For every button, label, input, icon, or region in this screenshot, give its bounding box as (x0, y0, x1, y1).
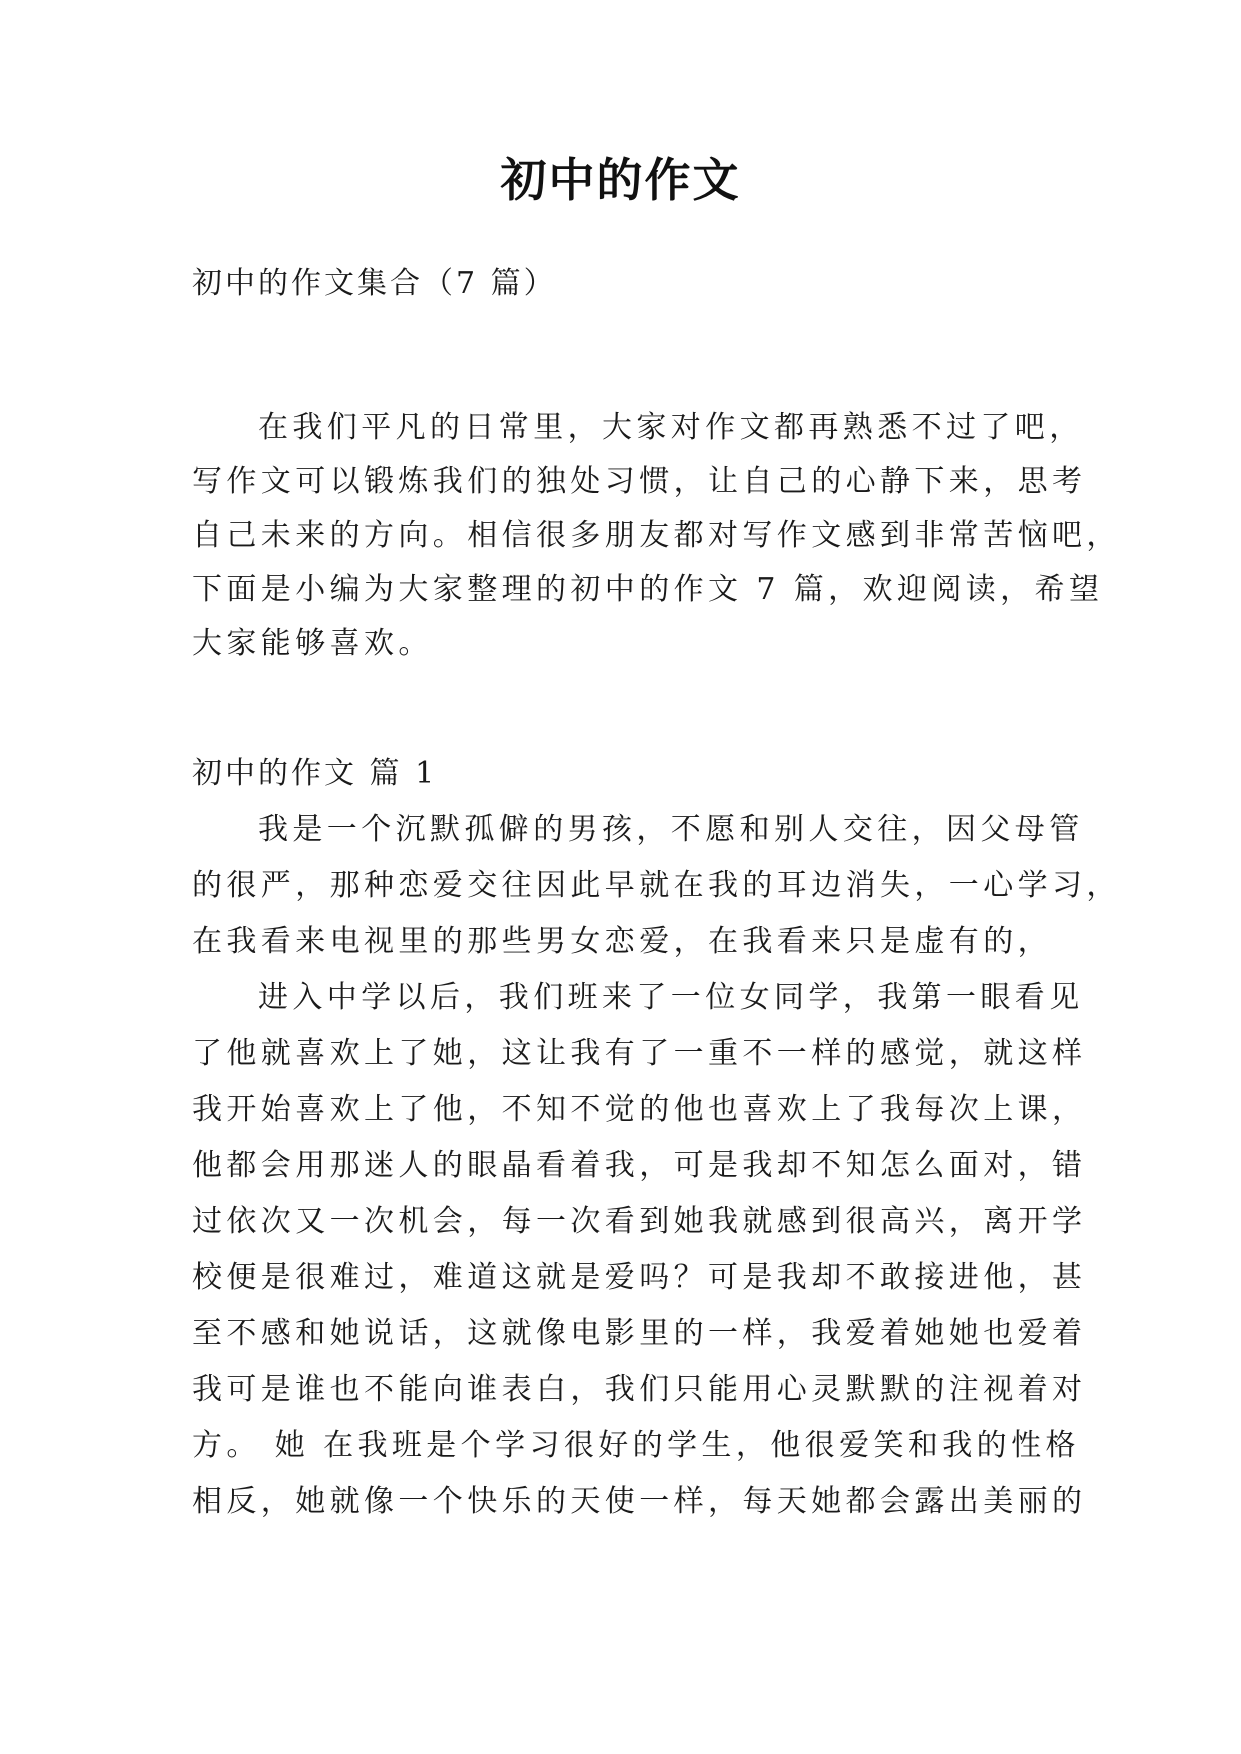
intro-line: 下面是小编为大家整理的初中的作文 7 篇，欢迎阅读，希望 (192, 572, 1104, 607)
paragraph-line: 相反，她就像一个快乐的天使一样，每天她都会露出美丽的 (192, 1484, 1087, 1519)
paragraph-line: 他都会用那迷人的眼晶看着我，可是我却不知怎么面对，错 (192, 1148, 1087, 1183)
paragraph-line: 至不感和她说话，这就像电影里的一样，我爱着她她也爱着 (192, 1316, 1087, 1351)
paragraph-line: 进入中学以后，我们班来了一位女同学，我第一眼看见 (258, 980, 1084, 1015)
paragraph-line: 了他就喜欢上了她，这让我有了一重不一样的感觉，就这样 (192, 1036, 1087, 1071)
paragraph-line: 在我看来电视里的那些男女恋爱，在我看来只是虚有的， (192, 924, 1052, 959)
intro-line: 自己未来的方向。相信很多朋友都对写作文感到非常苦恼吧， (192, 518, 1121, 553)
intro-line: 在我们平凡的日常里，大家对作文都再熟悉不过了吧， (258, 410, 1084, 445)
document-title: 初中的作文 (500, 153, 741, 207)
paragraph-line: 校便是很难过，难道这就是爱吗？可是我却不敢接进他，甚 (192, 1260, 1087, 1295)
paragraph-line: 我是一个沉默孤僻的男孩，不愿和别人交往，因父母管 (258, 812, 1084, 847)
intro-line: 大家能够喜欢。 (192, 626, 433, 661)
section-heading: 初中的作文 篇 1 (192, 756, 438, 791)
paragraph-line: 我可是谁也不能向谁表白，我们只能用心灵默默的注视着对 (192, 1372, 1087, 1407)
intro-line: 写作文可以锻炼我们的独处习惯，让自己的心静下来，思考 (192, 464, 1087, 499)
paragraph-line: 我开始喜欢上了他，不知不觉的他也喜欢上了我每次上课， (192, 1092, 1087, 1127)
paragraph-line: 的很严，那种恋爱交往因此早就在我的耳边消失，一心学习， (192, 868, 1121, 903)
paragraph-line: 方。 她 在我班是个学习很好的学生，他很爱笑和我的性格 (192, 1428, 1080, 1463)
paragraph-line: 过依次又一次机会，每一次看到她我就感到很高兴，离开学 (192, 1204, 1087, 1239)
collection-subtitle: 初中的作文集合（7 篇） (192, 266, 557, 301)
